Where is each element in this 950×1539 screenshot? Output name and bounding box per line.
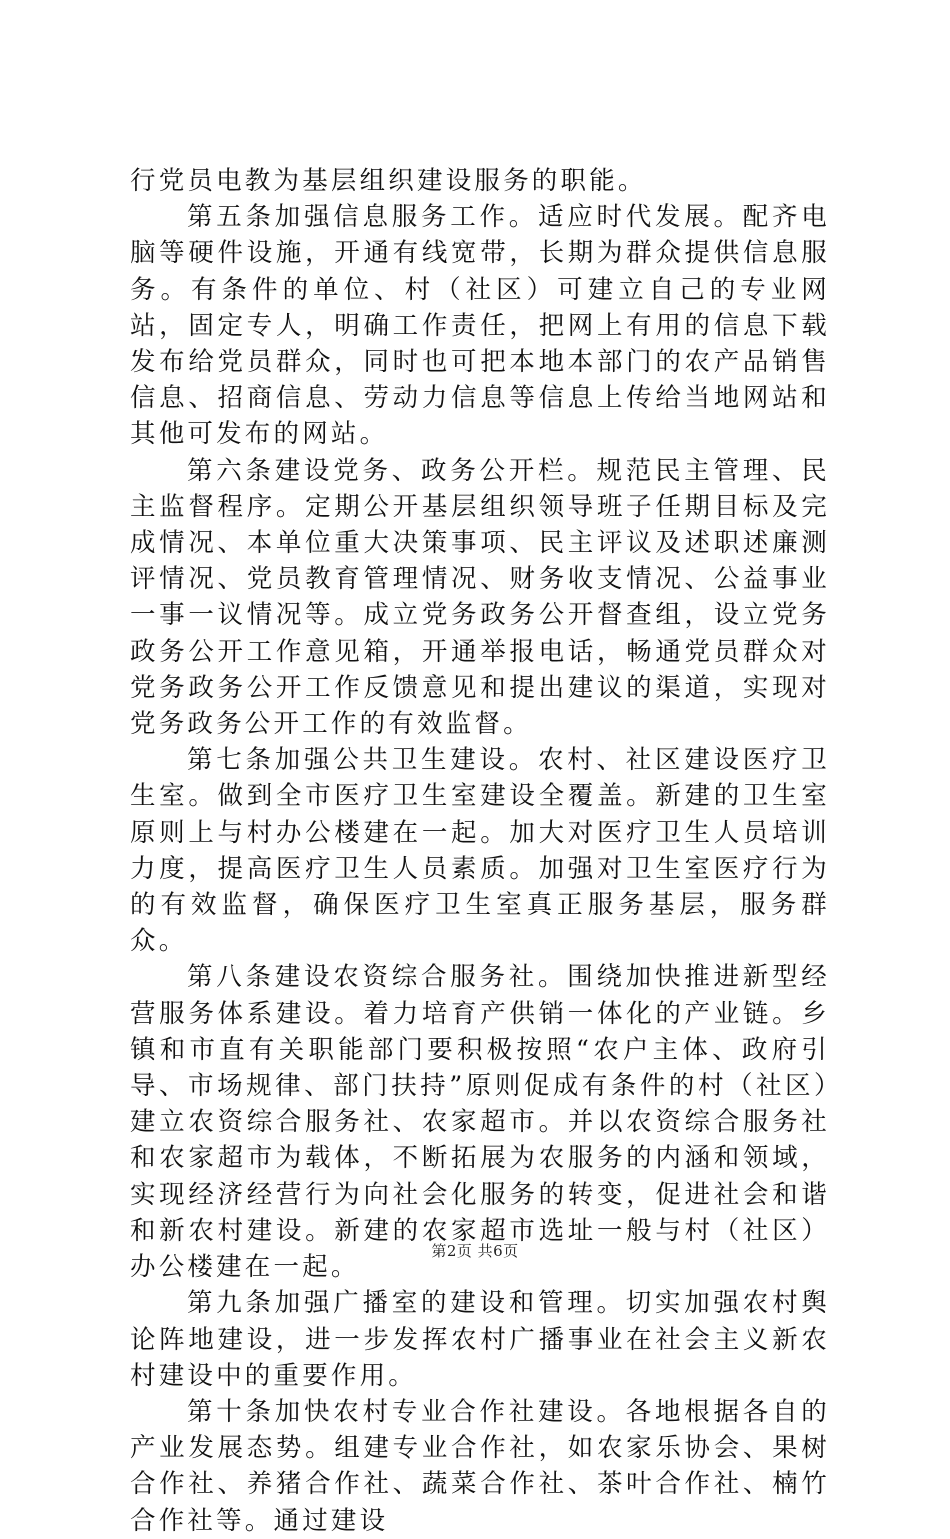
paragraph-article-9: 第九条加强广播室的建设和管理。切实加强农村舆论阵地建设，进一步发挥农村广播事业在社会主义新农村建设中的重要作用。 — [130, 1288, 830, 1391]
paragraph-article-6: 第六条建设党务、政务公开栏。规范民主管理、民主监督程序。定期公开基层组织领导班子任期目标及完成情况、本单位重大决策事项、民主评议及述职述廉测评情况、党员教育管理情况、财务收支情况、公益事业一事一议情况等。成立党务政务公开督查组，设立党务政务公开工作意见箱，开通举报电话，畅通党员群众对党务政务公开工作反馈意见和提出建议的渠道，实现对党务政务公开工作的有效监督。 — [130, 455, 830, 740]
paragraph-article-8: 第八条建设农资综合服务社。围绕加快推进新型经营服务体系建设。着力培育产供销一体化的产业链。乡镇和市直有关职能部门要积极按照“农户主体、政府引导、市场规律、部门扶持”原则促成有条件的村（社区）建立农资综合服务社、农家超市。并以农资综合服务社和农家超市为载体，不断拓展为农服务的内涵和领域，实现经济经营行为向社会化服务的转变，促进社会和谐和新农村建设。新建的农家超市选址一般与村（社区）办公楼建在一起。 — [130, 962, 830, 1283]
paragraph-article-5: 第五条加强信息服务工作。适应时代发展。配齐电脑等硬件设施，开通有线宽带，长期为群众提供信息服务。有条件的单位、村（社区）可建立自己的专业网站，固定专人，明确工作责任，把网上有用的信息下载发布给党员群众，同时也可把本地本部门的农产品销售信息、招商信息、劳动力信息等信息上传给当地网站和其他可发布的网站。 — [130, 202, 830, 450]
page-number-footer: 第2页 共6页 — [431, 1242, 519, 1260]
document-body — [130, 163, 830, 1539]
paragraph-article-7: 第七条加强公共卫生建设。农村、社区建设医疗卫生室。做到全市医疗卫生室建设全覆盖。新建的卫生室原则上与村办公楼建在一起。加大对医疗卫生人员培训力度，提高医疗卫生人员素质。加强对卫生室医疗行为的有效监督，确保医疗卫生室真正服务基层，服务群众。 — [130, 745, 830, 957]
paragraph-article-10: 第十条加快农村专业合作社建设。各地根据各自的产业发展态势。组建专业合作社，如农家乐协会、果树合作社、养猪合作社、蔬菜合作社、茶叶合作社、楠竹合作社等。通过建设 — [130, 1396, 830, 1536]
paragraph-continuation: 行党员电教为基层组织建设服务的职能。 — [130, 166, 647, 196]
